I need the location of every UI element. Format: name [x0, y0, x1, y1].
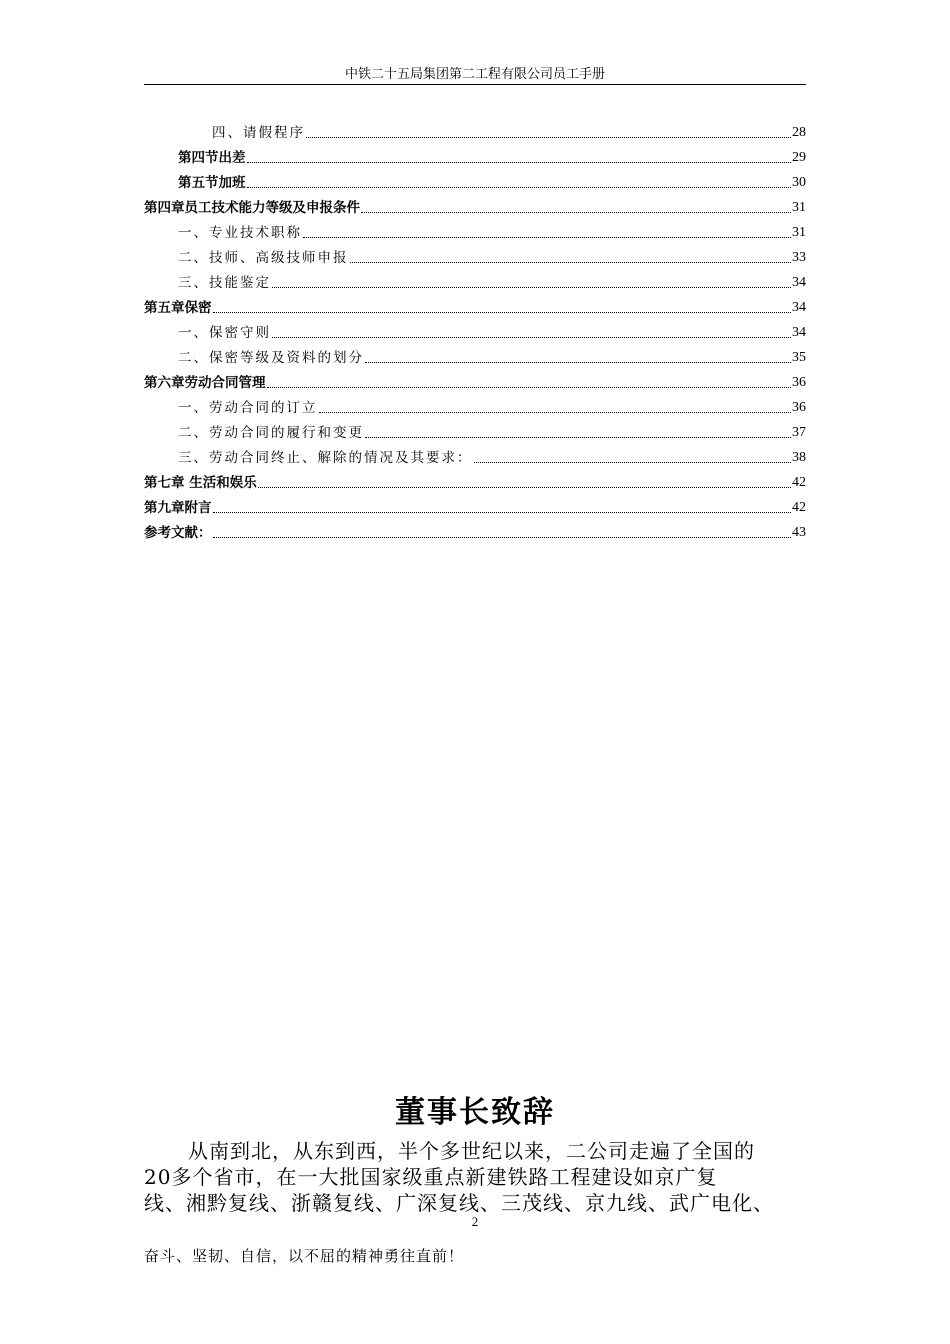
toc-entry-label: 三、劳动合同终止、解除的情况及其要求： — [178, 450, 473, 466]
speech-line: 20多个省市，在一大批国家级重点新建铁路工程建设如京广复 — [144, 1165, 718, 1189]
toc-entry-label: 第六章劳动合同管理 — [144, 375, 266, 391]
toc-entry-page: 35 — [792, 350, 806, 365]
toc-leader-dots — [306, 136, 791, 138]
toc-entry-label: 二、保密等级及资料的划分 — [178, 350, 364, 366]
toc-entry[interactable] — [144, 343, 806, 368]
toc-entry[interactable] — [144, 393, 806, 418]
toc-entry-page: 36 — [792, 375, 806, 390]
toc-entry-label: 参考文献： — [144, 525, 212, 541]
toc-leader-dots — [247, 186, 792, 188]
footer-slogan: 奋斗、坚韧、自信，以不屈的精神勇往直前！ — [144, 1247, 465, 1265]
toc-entry-label: 二、劳动合同的履行和变更 — [178, 425, 364, 441]
toc-leader-dots — [272, 336, 791, 338]
toc-entry-label: 一、劳动合同的订立 — [178, 400, 318, 416]
toc-entry[interactable] — [144, 243, 806, 268]
toc-entry-page: 34 — [792, 325, 806, 340]
toc-entry[interactable] — [144, 518, 806, 543]
speech-title: 董事长致辞 — [395, 1095, 555, 1130]
toc-entry-page: 29 — [792, 150, 806, 165]
toc-entry-page: 28 — [792, 125, 806, 140]
toc-entry[interactable] — [144, 368, 806, 393]
toc-entry-page: 42 — [792, 500, 806, 515]
toc-entry-label: 第四章员工技术能力等级及申报条件 — [144, 200, 360, 216]
page-number: 2 — [471, 1214, 479, 1229]
toc-entry[interactable] — [144, 443, 806, 468]
toc-leader-dots — [303, 236, 791, 238]
toc-leader-dots — [267, 386, 792, 388]
toc-leader-dots — [365, 436, 791, 438]
toc-leader-dots — [350, 261, 792, 263]
toc-entry-page: 42 — [792, 475, 806, 490]
toc-leader-dots — [213, 536, 792, 538]
toc-entry-label: 第七章 生活和娱乐 — [144, 475, 257, 491]
speech-line: 线、湘黔复线、浙赣复线、广深复线、三茂线、京九线、武广电化、 — [144, 1191, 774, 1215]
toc-entry-label: 二、技师、高级技师申报 — [178, 250, 349, 266]
toc-leader-dots — [213, 511, 792, 513]
toc-entry-page: 31 — [792, 200, 806, 215]
table-of-contents — [144, 118, 806, 543]
running-header: 中铁二十五局集团第二工程有限公司员工手册 — [144, 66, 806, 85]
toc-entry[interactable] — [144, 468, 806, 493]
toc-leader-dots — [319, 411, 792, 413]
toc-entry-page: 36 — [792, 400, 806, 415]
toc-leader-dots — [247, 161, 792, 163]
toc-entry-label: 第四节出差 — [178, 150, 246, 166]
toc-entry[interactable] — [144, 293, 806, 318]
speech-line: 从南到北，从东到西，半个多世纪以来，二公司走遍了全国的 — [188, 1139, 755, 1163]
toc-entry-page: 38 — [792, 450, 806, 465]
toc-entry-page: 31 — [792, 225, 806, 240]
toc-entry[interactable] — [144, 118, 806, 143]
toc-entry-page: 37 — [792, 425, 806, 440]
toc-entry-page: 33 — [792, 250, 806, 265]
toc-leader-dots — [272, 286, 791, 288]
toc-leader-dots — [258, 486, 791, 488]
toc-entry-page: 34 — [792, 300, 806, 315]
toc-entry-label: 第五章保密 — [144, 300, 212, 316]
toc-leader-dots — [213, 311, 792, 313]
toc-entry-label: 一、专业技术职称 — [178, 225, 302, 241]
toc-leader-dots — [361, 211, 791, 213]
toc-leader-dots — [365, 361, 791, 363]
toc-leader-dots — [474, 461, 792, 463]
speech-body — [144, 1138, 806, 1216]
toc-entry-label: 一、保密守则 — [178, 325, 271, 341]
toc-entry-page: 43 — [792, 525, 806, 540]
toc-entry-page: 34 — [792, 275, 806, 290]
toc-entry[interactable] — [144, 143, 806, 168]
toc-entry-label: 第五节加班 — [178, 175, 246, 191]
toc-entry-label: 四、请假程序 — [212, 125, 305, 141]
toc-entry[interactable] — [144, 168, 806, 193]
toc-entry[interactable] — [144, 268, 806, 293]
toc-entry[interactable] — [144, 418, 806, 443]
toc-entry[interactable] — [144, 318, 806, 343]
toc-entry-label: 三、技能鉴定 — [178, 275, 271, 291]
toc-entry[interactable] — [144, 218, 806, 243]
toc-entry[interactable] — [144, 493, 806, 518]
toc-entry[interactable] — [144, 193, 806, 218]
toc-entry-label: 第九章附言 — [144, 500, 212, 516]
toc-entry-page: 30 — [792, 175, 806, 190]
